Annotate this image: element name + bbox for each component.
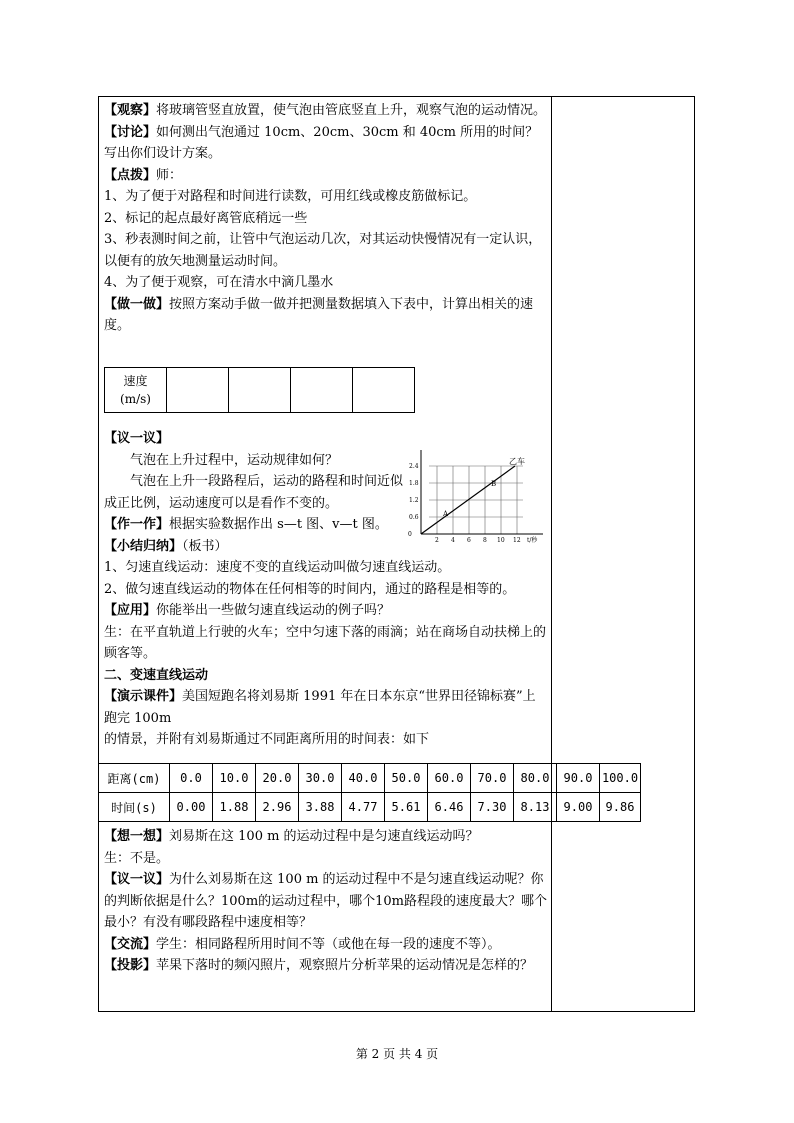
line-hint-3: 3、秒表测时间之前，让管中气泡运动几次，对其运动快慢情况有一定认识，以便有的放矢地测量运动时间。 bbox=[104, 232, 542, 269]
y-tick-label: 0 bbox=[408, 531, 412, 538]
table-cell: 6.46 bbox=[428, 793, 471, 822]
x-tick-label: 10 bbox=[497, 537, 505, 544]
table-cell: 7.30 bbox=[471, 793, 514, 822]
table-cell: 9.86 bbox=[600, 793, 641, 822]
speed-cell bbox=[167, 368, 229, 413]
point-a-label: A bbox=[443, 510, 449, 518]
point-b-label: B bbox=[491, 480, 497, 488]
demo-line: 【演示课件】美国短跑名将刘易斯 1991 年在日本东京“世界田径锦标赛”上跑完 100m bbox=[104, 689, 536, 726]
discuss-heading: 【议一议】 bbox=[104, 431, 170, 446]
speed-cell bbox=[229, 368, 291, 413]
projection-line: 【投影】苹果下落时的频闪照片，观察照片分析苹果的运动情况是怎样的？ bbox=[104, 958, 534, 973]
st-graph bbox=[405, 446, 547, 554]
summary-1: 1、匀速直线运动：速度不变的直线运动叫做匀速直线运动。 bbox=[104, 560, 451, 575]
y-tick-label: 2.4 bbox=[409, 463, 419, 470]
exchange-line: 【交流】学生：相同路程所用时间不等（或他在每一段的速度不等）。 bbox=[104, 936, 501, 952]
discuss-answer: 气泡在上升一段路程后，运动的路程和时间近似成正比例，运动速度可以是看作不变的。 bbox=[104, 474, 404, 511]
line-do: 【做一做】按照方案动手做一做并把测量数据填入下表中，计算出相关的速度。 bbox=[104, 296, 534, 333]
student-answer: 生：在平直轨道上行驶的火车；空中匀速下落的雨滴；站在商场自动扶梯上的顾客等。 bbox=[104, 624, 547, 661]
speed-cell bbox=[291, 368, 353, 413]
x-tick-label: 2 bbox=[435, 537, 439, 544]
table-cell: 80.0 bbox=[514, 764, 557, 793]
make-line: 【作一作】根据实验数据作出 s—t 图、v—t 图。 bbox=[104, 517, 388, 532]
page-footer: 第 2 页 共 4 页 bbox=[355, 1047, 439, 1061]
x-tick-label: 6 bbox=[467, 537, 471, 544]
x-tick-label: 4 bbox=[451, 537, 455, 544]
line-hint-2: 2、标记的起点最好离管底稍远一些 bbox=[104, 210, 308, 226]
table-cell: 2.96 bbox=[256, 793, 299, 822]
line-label: 乙车 bbox=[509, 457, 525, 466]
line-hint-1: 1、为了便于对路程和时间进行读数，可用红线或橡皮筋做标记。 bbox=[104, 189, 477, 204]
table-cell: 100.0 bbox=[600, 764, 641, 793]
table-cell: 10.0 bbox=[213, 764, 256, 793]
y-tick-label: 1.2 bbox=[409, 497, 419, 504]
x-tick-label: 12 bbox=[513, 537, 521, 544]
discuss-question: 气泡在上升过程中，运动规律如何？ bbox=[130, 452, 339, 468]
section-heading: 二、变速直线运动 bbox=[104, 667, 209, 683]
table-row bbox=[99, 793, 641, 822]
column-divider bbox=[551, 96, 552, 1012]
student-no: 生：不是。 bbox=[104, 850, 170, 866]
x-axis-unit: t/秒 bbox=[527, 537, 538, 544]
table-cell: 9.00 bbox=[557, 793, 600, 822]
table-cell: 20.0 bbox=[256, 764, 299, 793]
y-tick-labels bbox=[408, 463, 419, 538]
table-cell: 1.88 bbox=[213, 793, 256, 822]
table-cell: 0.0 bbox=[170, 764, 213, 793]
table-row bbox=[99, 764, 641, 793]
table-cell: 0.00 bbox=[170, 793, 213, 822]
speed-cell bbox=[353, 368, 415, 413]
row-label: 距离(cm) bbox=[99, 764, 170, 793]
table-cell: 60.0 bbox=[428, 764, 471, 793]
line-observe: 【观察】将玻璃管竖直放置，使气泡由管底竖直上升，观察气泡的运动情况。 bbox=[104, 103, 547, 118]
demo-line-2: 的情景，并附有刘易斯通过不同距离所用的时间表：如下 bbox=[104, 732, 430, 747]
distance-time-table bbox=[98, 763, 641, 822]
y-tick-label: 0.6 bbox=[409, 514, 419, 521]
discuss-2-line: 【议一议】为什么刘易斯在这 100 m 的运动过程中不是匀速直线运动呢？你的判断依据是什么？100m的运动过程中，哪个10m路程段的速度最大？哪个最小？有没有哪段路程中速度相等？ bbox=[104, 872, 548, 930]
table-cell: 3.88 bbox=[299, 793, 342, 822]
x-tick-labels bbox=[435, 537, 521, 544]
y-tick-label: 1.8 bbox=[409, 480, 419, 487]
line-hint: 【点拨】师： bbox=[104, 167, 183, 183]
speed-label: 速度 (m/s) bbox=[105, 368, 167, 413]
line-hint-4: 4、为了便于观察，可在清水中滴几墨水 bbox=[104, 275, 334, 290]
think-line: 【想一想】刘易斯在这 100 m 的运动过程中是匀速直线运动吗？ bbox=[104, 829, 479, 844]
graph-grid bbox=[429, 466, 523, 534]
summary-2: 2、做匀速直线运动的物体在任何相等的时间内，通过的路程是相等的。 bbox=[104, 581, 516, 597]
row-label: 时间(s) bbox=[99, 793, 170, 822]
table-cell: 50.0 bbox=[385, 764, 428, 793]
table-cell: 4.77 bbox=[342, 793, 385, 822]
table-cell: 70.0 bbox=[471, 764, 514, 793]
apply-line: 【应用】你能举出一些做匀速直线运动的例子吗？ bbox=[104, 603, 391, 618]
x-tick-label: 8 bbox=[483, 537, 487, 544]
speed-table bbox=[104, 367, 415, 413]
summary-line: 【小结归纳】（板书） bbox=[104, 538, 228, 554]
content-top bbox=[104, 100, 548, 337]
line-discuss: 【讨论】如何测出气泡通过 10cm、20cm、30cm 和 40cm 所用的时间？写出你们设计方案。 bbox=[104, 124, 539, 161]
table-cell: 90.0 bbox=[557, 764, 600, 793]
table-cell: 40.0 bbox=[342, 764, 385, 793]
table-cell: 8.13 bbox=[514, 793, 557, 822]
table-cell: 30.0 bbox=[299, 764, 342, 793]
content-bottom bbox=[104, 826, 548, 977]
table-cell: 5.61 bbox=[385, 793, 428, 822]
